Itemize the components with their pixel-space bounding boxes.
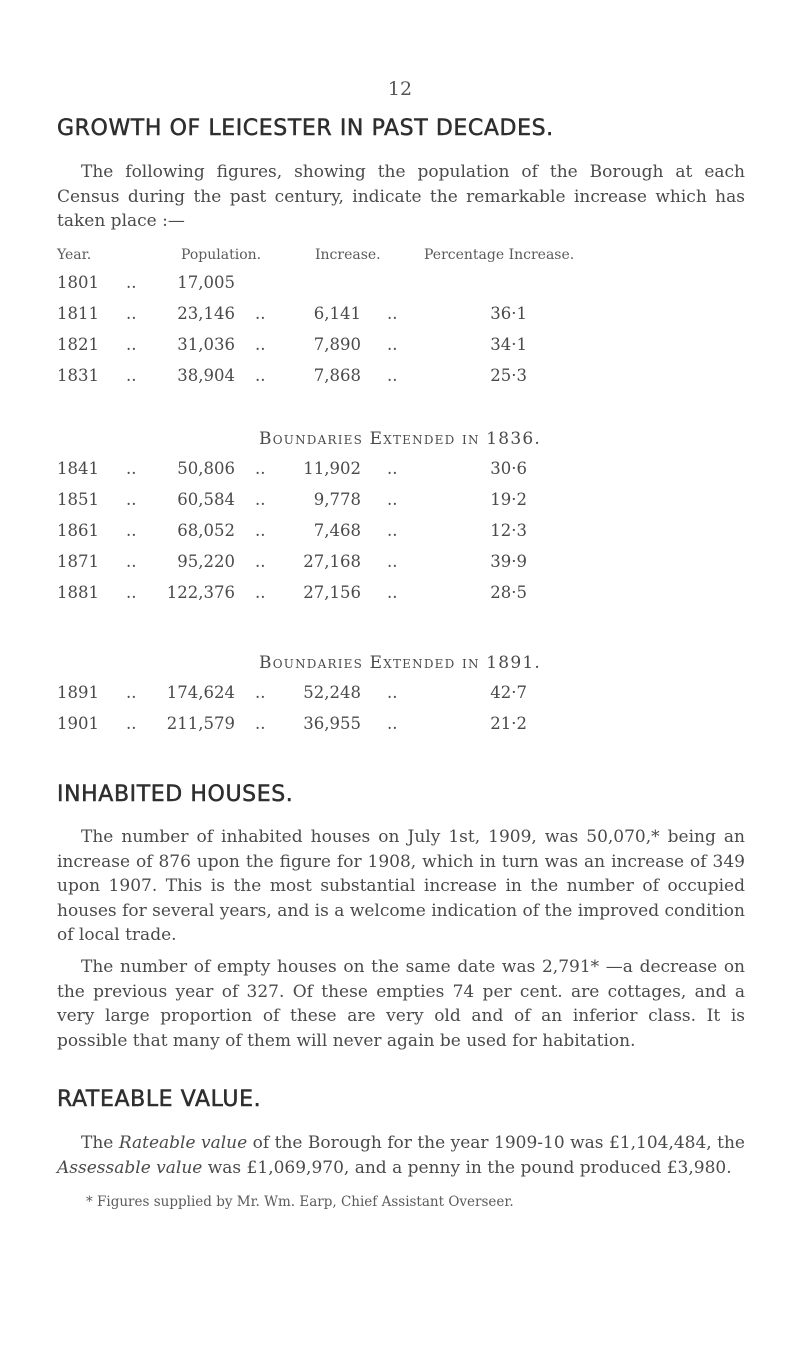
increase-cell: 27,156 [303, 583, 361, 602]
percentage-cell: 21·2 [490, 714, 527, 733]
table-row [57, 552, 757, 574]
increase-cell: 36,955 [303, 714, 361, 733]
population-cell: 211,579 [166, 714, 235, 733]
leader-dots: .. [126, 366, 137, 385]
leader-dots: .. [255, 521, 266, 540]
population-cell: 50,806 [177, 459, 235, 478]
leader-dots: .. [387, 366, 398, 385]
header-percentage: Percentage Increase. [424, 247, 575, 263]
population-cell: 17,005 [177, 273, 235, 292]
leader-dots: .. [255, 459, 266, 478]
table-row [57, 366, 757, 388]
leader-dots: .. [387, 683, 398, 702]
population-cell: 31,036 [177, 335, 235, 354]
percentage-cell: 12·3 [490, 521, 527, 540]
year-cell: 1811 [57, 304, 99, 323]
leader-dots: .. [126, 304, 137, 323]
table-row [57, 335, 757, 357]
leader-dots: .. [255, 714, 266, 733]
year-cell: 1881 [57, 583, 99, 602]
year-cell: 1801 [57, 273, 99, 292]
year-cell: 1831 [57, 366, 99, 385]
population-cell: 60,584 [177, 490, 235, 509]
leader-dots: .. [255, 366, 266, 385]
leader-dots: .. [126, 683, 137, 702]
population-cell: 23,146 [177, 304, 235, 323]
growth-heading: GROWTH OF LEICESTER IN PAST DECADES. [57, 116, 554, 141]
table-row [57, 273, 757, 295]
increase-cell: 9,778 [313, 490, 361, 509]
percentage-cell: 34·1 [490, 335, 527, 354]
leader-dots: .. [126, 552, 137, 571]
percentage-cell: 36·1 [490, 304, 527, 323]
leader-dots: .. [387, 714, 398, 733]
percentage-cell: 25·3 [490, 366, 527, 385]
percentage-cell: 28·5 [490, 583, 527, 602]
header-population: Population. [181, 247, 262, 263]
percentage-cell: 39·9 [490, 552, 527, 571]
leader-dots: .. [255, 683, 266, 702]
leader-dots: .. [126, 273, 137, 292]
year-cell: 1821 [57, 335, 99, 354]
leader-dots: .. [387, 459, 398, 478]
header-increase: Increase. [315, 247, 381, 263]
assessable-value-term: Assessable value [57, 1157, 203, 1178]
increase-cell: 52,248 [303, 683, 361, 702]
houses-para-2: The number of empty houses on the same date was 2,791* —a decrease on the previous year of 327. Of these empties 74 per cent. are cottages, and a very large proportion of these are very old and of an inferior class. It is possible that many of them will never again be used for habitation. [57, 957, 745, 1051]
leader-dots: .. [126, 521, 137, 540]
leader-dots: .. [387, 552, 398, 571]
leader-dots: .. [387, 583, 398, 602]
rateable-value-term: Rateable value [118, 1133, 248, 1153]
boundary-note-1836: Boundaries Extended in 1836. [259, 429, 541, 449]
leader-dots: .. [126, 459, 137, 478]
year-cell: 1841 [57, 459, 99, 478]
rateable-heading: RATEABLE VALUE. [57, 1087, 262, 1112]
population-cell: 122,376 [166, 583, 235, 602]
rateable-para [57, 1131, 745, 1180]
leader-dots: .. [387, 304, 398, 323]
rateable-text-1: The [81, 1133, 119, 1153]
leader-dots: .. [126, 490, 137, 509]
table-row [57, 583, 757, 605]
increase-cell: 7,890 [313, 335, 361, 354]
year-cell: 1851 [57, 490, 99, 509]
leader-dots: .. [255, 304, 266, 323]
population-cell: 95,220 [177, 552, 235, 571]
footnote: * Figures supplied by Mr. Wm. Earp, Chief Assistant Overseer. [86, 1194, 514, 1210]
population-cell: 68,052 [177, 521, 235, 540]
year-cell: 1871 [57, 552, 99, 571]
leader-dots: .. [126, 335, 137, 354]
increase-cell: 6,141 [313, 304, 361, 323]
growth-intro: The following figures, showing the population of the Borough at each Census during the past century, indicate the remarkable increase which has taken place :— [57, 162, 745, 231]
houses-para-1: The number of inhabited houses on July 1st, 1909, was 50,070,* being an increase of 876 upon the figure for 1908, which in turn was an increase of 349 upon 1907. This is the most substantial increase in the number of occupied houses for several years, and is a welcome indication of the improved condition of local trade. [57, 827, 745, 945]
table-row [57, 490, 757, 512]
leader-dots: .. [255, 490, 266, 509]
year-cell: 1891 [57, 683, 99, 702]
population-cell: 38,904 [177, 366, 235, 385]
leader-dots: .. [387, 335, 398, 354]
percentage-cell: 30·6 [490, 459, 527, 478]
year-cell: 1901 [57, 714, 99, 733]
rateable-text-3: was £1,069,970, and a penny in the pound produced £3,980. [202, 1157, 732, 1178]
increase-cell: 27,168 [303, 552, 361, 571]
page-number: 12 [387, 78, 413, 100]
leader-dots: .. [126, 714, 137, 733]
table-row [57, 304, 757, 326]
table-row [57, 714, 757, 736]
rateable-text-2: of the Borough for the year 1909-10 was £1,104,484, the [247, 1133, 745, 1153]
leader-dots: .. [255, 583, 266, 602]
leader-dots: .. [255, 335, 266, 354]
boundary-note-1891: Boundaries Extended in 1891. [259, 653, 541, 673]
header-year: Year. [57, 247, 92, 263]
table-row [57, 459, 757, 481]
year-cell: 1861 [57, 521, 99, 540]
percentage-cell: 42·7 [490, 683, 527, 702]
leader-dots: .. [255, 552, 266, 571]
increase-cell: 7,468 [313, 521, 361, 540]
table-row [57, 521, 757, 543]
leader-dots: .. [387, 521, 398, 540]
increase-cell: 11,902 [303, 459, 361, 478]
houses-heading: INHABITED HOUSES. [57, 782, 294, 807]
leader-dots: .. [126, 583, 137, 602]
increase-cell: 7,868 [313, 366, 361, 385]
percentage-cell: 19·2 [490, 490, 527, 509]
leader-dots: .. [387, 490, 398, 509]
table-row [57, 683, 757, 705]
table-header [57, 247, 757, 269]
population-cell: 174,624 [166, 683, 235, 702]
